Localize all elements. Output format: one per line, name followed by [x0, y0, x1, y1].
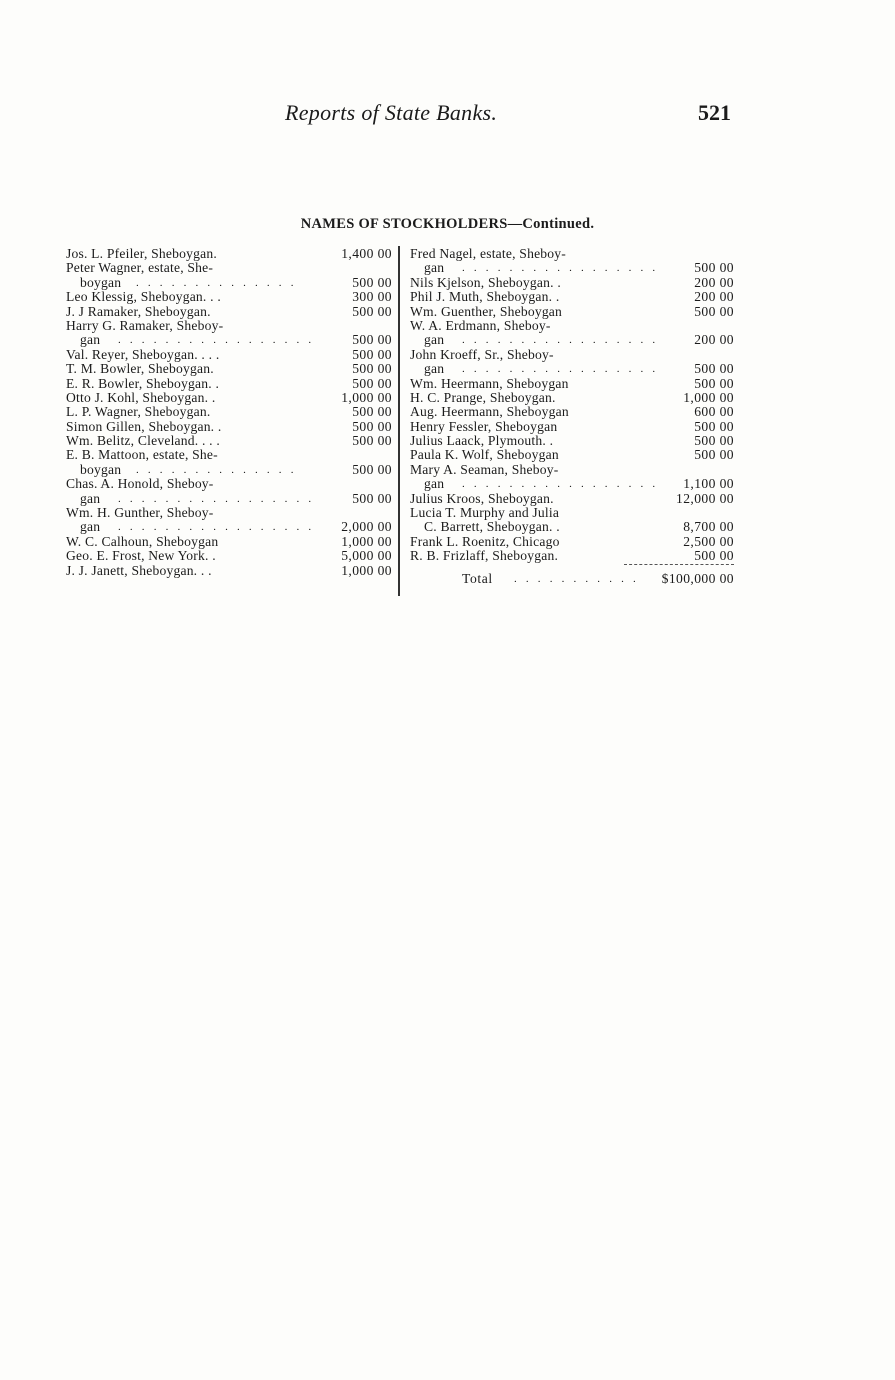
stockholder-row: [66, 492, 392, 506]
stockholders-left-column: [66, 247, 392, 578]
stockholder-amount: 500 00: [352, 332, 392, 348]
stockholder-row: [410, 434, 734, 448]
stockholder-amount: 500 00: [694, 418, 734, 434]
stockholder-name: Wm. Heermann, Sheboygan: [410, 375, 569, 391]
stockholder-row: [66, 463, 392, 477]
leader-dots: . . . . . . . . . . . . . . . . .: [462, 334, 659, 347]
stockholder-name: Wm. Guenther, Sheboygan: [410, 303, 563, 319]
stockholder-name: L. P. Wagner, Sheboygan.: [66, 404, 211, 420]
stockholder-row: [66, 520, 392, 534]
stockholder-row: [410, 506, 734, 520]
stockholder-amount: 1,000 00: [341, 533, 392, 549]
stockholder-row: [66, 448, 392, 462]
stockholder-name: Nils Kjelson, Sheboygan. .: [410, 274, 561, 290]
stockholder-amount: 1,000 00: [341, 562, 392, 578]
stockholder-name: Wm. Belitz, Cleveland. . . .: [66, 433, 220, 449]
stockholder-amount: 500 00: [352, 303, 392, 319]
stockholder-row: [66, 377, 392, 391]
stockholder-name: E. B. Mattoon, estate, She-: [66, 447, 218, 463]
leader-dots: . . . . . . . . . . . . . . . . .: [462, 478, 659, 491]
leader-dots: . . . . . . . . . . .: [514, 572, 639, 585]
leader-dots: . . . . . . . . . . . . . . . . .: [462, 262, 659, 275]
stockholder-name: W. A. Erdmann, Sheboy-: [410, 317, 551, 333]
stockholder-row: [410, 305, 734, 319]
stockholder-amount: 500 00: [352, 274, 392, 290]
total-row: [410, 564, 734, 594]
stockholder-name: Aug. Heermann, Sheboygan: [410, 404, 569, 420]
stockholder-name: Peter Wagner, estate, She-: [66, 260, 214, 276]
stockholder-row: [66, 434, 392, 448]
stockholder-amount: 500 00: [352, 346, 392, 362]
leader-dots: . . . . . . . . . . . . . . . . .: [118, 492, 315, 505]
stockholder-name: J. J. Janett, Sheboygan. . .: [66, 562, 212, 578]
stockholder-amount: 200 00: [694, 289, 734, 305]
stockholder-amount: 500 00: [352, 404, 392, 420]
stockholder-row: [410, 247, 734, 261]
stockholder-amount: 500 00: [694, 375, 734, 391]
section-title: NAMES OF STOCKHOLDERS—Continued.: [300, 216, 595, 232]
total-amount: $100,000 00: [661, 570, 734, 586]
stockholder-row: [410, 276, 734, 290]
stockholder-amount: 12,000 00: [676, 490, 734, 506]
stockholder-name: Paula K. Wolf, Sheboygan: [410, 447, 559, 463]
stockholder-name: Julius Kroos, Sheboygan.: [410, 490, 554, 506]
stockholder-name: Fred Nagel, estate, Sheboy-: [410, 246, 567, 261]
stockholder-name: Simon Gillen, Sheboygan. .: [66, 418, 222, 434]
stockholder-row: [66, 535, 392, 549]
stockholder-row: [410, 319, 734, 333]
stockholder-name: gan: [80, 332, 101, 348]
stockholder-row: [410, 420, 734, 434]
stockholder-row: [410, 535, 734, 549]
stockholder-amount: 500 00: [694, 260, 734, 276]
running-title: Reports of State Banks.: [285, 100, 498, 125]
stockholder-name: C. Barrett, Sheboygan. .: [424, 519, 560, 535]
stockholder-amount: 500 00: [694, 303, 734, 319]
stockholder-amount: 2,000 00: [341, 519, 392, 535]
stockholder-name: Geo. E. Frost, New York. .: [66, 548, 216, 564]
stockholder-row: [410, 492, 734, 506]
stockholder-row: [66, 391, 392, 405]
page-number: 521: [698, 100, 731, 125]
stockholder-name: Val. Reyer, Sheboygan. . . .: [66, 346, 220, 362]
leader-dots: . . . . . . . . . . . . . .: [136, 463, 297, 476]
stockholder-row: [66, 319, 392, 333]
stockholder-row: [410, 405, 734, 419]
stockholder-name: Jos. L. Pfeiler, Sheboygan.: [66, 246, 217, 261]
stockholder-amount: 500 00: [352, 418, 392, 434]
stockholder-name: Wm. H. Gunther, Sheboy-: [66, 505, 214, 521]
stockholder-row: [410, 377, 734, 391]
stockholder-name: Harry G. Ramaker, Sheboy-: [66, 317, 224, 333]
stockholder-name: T. M. Bowler, Sheboygan.: [66, 361, 214, 377]
stockholder-row: [66, 247, 392, 261]
total-label: Total: [462, 570, 493, 586]
stockholder-name: gan: [424, 260, 445, 276]
stockholder-name: gan: [424, 476, 445, 492]
stockholder-row: [66, 564, 392, 578]
stockholder-name: Otto J. Kohl, Sheboygan. .: [66, 389, 216, 405]
stockholder-row: [410, 477, 734, 491]
stockholder-name: Frank L. Roenitz, Chicago: [410, 533, 560, 549]
stockholder-amount: 500 00: [352, 361, 392, 377]
stockholder-name: Lucia T. Murphy and Julia: [410, 505, 560, 521]
stockholder-amount: 200 00: [694, 332, 734, 348]
stockholder-name: R. B. Frizlaff, Sheboygan.: [410, 548, 559, 564]
stockholder-amount: 8,700 00: [683, 519, 734, 535]
stockholder-row: [66, 362, 392, 376]
stockholder-row: [410, 290, 734, 304]
stockholder-name: Mary A. Seaman, Sheboy-: [410, 461, 559, 477]
stockholder-row: [410, 549, 734, 563]
stockholder-name: Phil J. Muth, Sheboygan. .: [410, 289, 560, 305]
stockholder-name: E. R. Bowler, Sheboygan. .: [66, 375, 220, 391]
stockholder-name: gan: [80, 490, 101, 506]
stockholder-row: [410, 463, 734, 477]
stockholder-name: Leo Klessig, Sheboygan. . .: [66, 289, 221, 305]
stockholder-row: [410, 448, 734, 462]
stockholder-name: boygan: [80, 274, 122, 290]
stockholder-amount: 500 00: [352, 490, 392, 506]
stockholder-row: [410, 520, 734, 534]
stockholder-name: boygan: [80, 461, 122, 477]
stockholder-row: [410, 261, 734, 275]
stockholder-name: John Kroeff, Sr., Sheboy-: [410, 346, 554, 362]
stockholder-name: J. J Ramaker, Sheboygan.: [66, 303, 211, 319]
stockholder-name: Chas. A. Honold, Sheboy-: [66, 476, 214, 492]
stockholder-name: H. C. Prange, Sheboygan.: [410, 389, 556, 405]
stockholder-row: [66, 276, 392, 290]
stockholder-row: [410, 362, 734, 376]
stockholder-row: [66, 333, 392, 347]
stockholder-amount: 1,400 00: [341, 246, 392, 261]
stockholder-name: gan: [424, 361, 445, 377]
stockholder-amount: 1,100 00: [683, 476, 734, 492]
stockholder-amount: 500 00: [694, 548, 734, 564]
leader-dots: . . . . . . . . . . . . . . . . .: [462, 363, 659, 376]
leader-dots: . . . . . . . . . . . . . . . . .: [118, 334, 315, 347]
stockholder-row: [66, 477, 392, 491]
stockholder-row: [66, 549, 392, 563]
stockholder-row: [410, 333, 734, 347]
stockholder-name: gan: [424, 332, 445, 348]
stockholder-amount: 300 00: [352, 289, 392, 305]
stockholder-row: [66, 305, 392, 319]
stockholder-row: [66, 405, 392, 419]
stockholder-amount: 600 00: [694, 404, 734, 420]
stockholder-row: [66, 261, 392, 275]
stockholder-amount: 1,000 00: [683, 389, 734, 405]
stockholder-amount: 5,000 00: [341, 548, 392, 564]
stockholders-right-column: [410, 247, 734, 594]
stockholder-amount: 500 00: [694, 447, 734, 463]
stockholder-amount: 500 00: [694, 361, 734, 377]
stockholder-row: [410, 391, 734, 405]
stockholder-amount: 500 00: [352, 375, 392, 391]
stockholder-name: Julius Laack, Plymouth. .: [410, 433, 554, 449]
stockholder-amount: 500 00: [352, 433, 392, 449]
stockholder-amount: 200 00: [694, 274, 734, 290]
stockholder-name: gan: [80, 519, 101, 535]
stockholder-name: W. C. Calhoun, Sheboygan: [66, 533, 219, 549]
column-divider: [398, 246, 400, 596]
stockholder-row: [66, 348, 392, 362]
stockholder-row: [66, 290, 392, 304]
stockholder-row: [66, 420, 392, 434]
leader-dots: . . . . . . . . . . . . . .: [136, 276, 297, 289]
stockholder-name: Henry Fessler, Sheboygan: [410, 418, 558, 434]
stockholder-row: [410, 348, 734, 362]
stockholder-amount: 2,500 00: [683, 533, 734, 549]
leader-dots: . . . . . . . . . . . . . . . . .: [118, 521, 315, 534]
stockholder-row: [66, 506, 392, 520]
stockholder-amount: 1,000 00: [341, 389, 392, 405]
stockholder-amount: 500 00: [352, 461, 392, 477]
stockholder-amount: 500 00: [694, 433, 734, 449]
